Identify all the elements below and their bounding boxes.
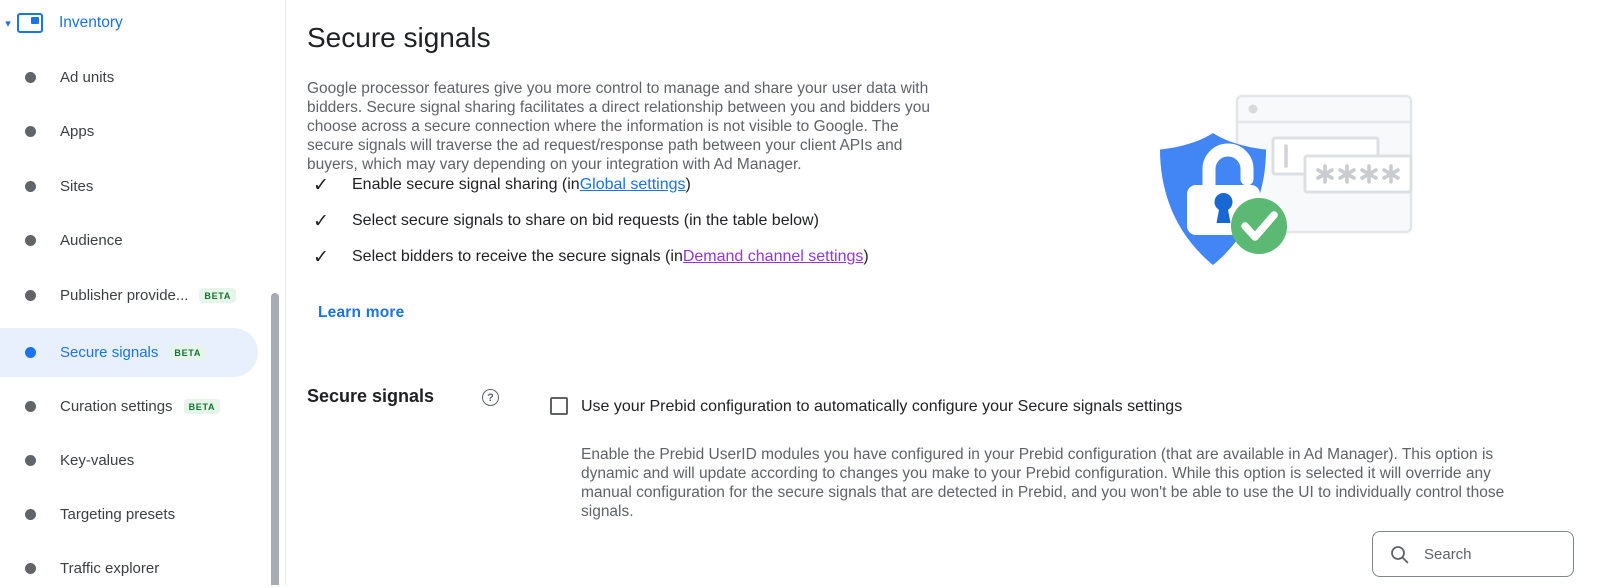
sidebar-item-label: Traffic explorer [60,559,160,577]
bullet-icon [25,563,36,574]
sidebar [0,0,286,585]
sidebar-item-label: Sites [60,177,94,195]
sidebar-item-curation-settings[interactable] [0,386,258,426]
sidebar-item-label: Key-values [60,451,135,469]
sidebar-item-key-values[interactable] [0,440,258,480]
prebid-config-checkbox[interactable] [550,397,568,415]
search-box[interactable] [1372,531,1574,577]
sidebar-item-label: Audience [60,231,123,249]
sidebar-item-sites[interactable] [0,166,258,206]
sidebar-item-targeting-presets[interactable] [0,494,258,534]
inventory-icon-inner [31,17,39,24]
bullet-icon [25,509,36,520]
prebid-config-description: Enable the Prebid UserID modules you have configured in your Prebid configuration (that are available in Ad Manager). This option is dynamic and will update according to changes you make to your Prebid configuration. While this option is selected it will override any manual configuration for the secure signals that are detected in Prebid, and you won't be able to use the UI to individually control those signals. [581,445,1505,521]
setup-checklist [313,174,869,282]
help-icon[interactable]: ? [482,389,499,406]
bullet-icon [25,72,36,83]
sidebar-item-traffic-explorer[interactable] [0,548,258,588]
checklist-item-select-bidders [313,246,869,268]
bullet-icon [25,401,36,412]
secure-signals-illustration [1125,80,1425,270]
beta-badge: BETA [169,345,206,360]
sidebar-item-label: Curation settings [60,397,173,415]
checkmark-icon: ✓ [313,210,329,232]
checklist-item-select-signals [313,210,869,232]
sidebar-section-label[interactable]: Inventory [59,14,123,31]
checkmark-icon: ✓ [313,246,329,268]
chevron-down-icon[interactable]: ▾ [5,17,11,30]
prebid-config-checkbox-label[interactable]: Use your Prebid configuration to automatically configure your Secure signals settings [581,398,1183,415]
sidebar-item-label: Targeting presets [60,505,176,523]
sidebar-item-inventory[interactable] [0,9,123,37]
checklist-text: ) [863,248,869,265]
beta-badge: BETA [184,399,221,414]
bullet-icon [25,181,36,192]
global-settings-link[interactable]: Global settings [579,176,686,193]
bullet-icon [25,290,36,301]
bullet-icon [25,235,36,246]
sidebar-item-label: Publisher provide... [60,286,189,304]
page-title: Secure signals [307,22,491,53]
sidebar-item-publisher-provided[interactable] [0,275,258,315]
bullet-icon [25,455,36,466]
search-input[interactable] [1422,545,1562,564]
checklist-text: Enable secure signal sharing (in [352,176,580,193]
sidebar-item-label: Ad units [60,68,115,86]
checkmark-icon: ✓ [313,174,329,196]
sidebar-scrollbar[interactable] [271,293,279,585]
learn-more-link[interactable]: Learn more [318,304,405,321]
bullet-icon [25,126,36,137]
demand-channel-settings-link[interactable]: Demand channel settings [682,248,864,265]
sidebar-item-apps[interactable] [0,111,258,151]
sidebar-item-secure-signals[interactable] [0,328,258,377]
sidebar-item-ad-units[interactable] [0,57,258,97]
check-badge-icon [1231,198,1287,254]
beta-badge: BETA [199,288,236,303]
search-icon [1390,545,1409,564]
intro-paragraph: Google processor features give you more control to manage and share your user data with bidders. Secure signal sharing facilitates a direct relationship between you and bidders you choose across a secure connection where the information is not visible to Google. The secure signals will traverse the ad request/response path between your client APIs and buyers, which may vary depending on your integration with Ad Manager. [307,79,930,174]
checklist-text: Select secure signals to share on bid requests (in the table below) [352,212,819,229]
sidebar-item-label: Apps [60,122,95,140]
section-title: Secure signals [307,386,435,406]
bullet-icon [25,347,36,358]
inventory-icon [17,13,43,33]
sidebar-item-label: Secure signals [60,344,159,361]
sidebar-item-audience[interactable] [0,220,258,260]
checklist-item-enable-sharing [313,174,869,196]
checklist-text: Select bidders to receive the secure signals (in [352,248,683,265]
checklist-text: ) [685,176,691,193]
